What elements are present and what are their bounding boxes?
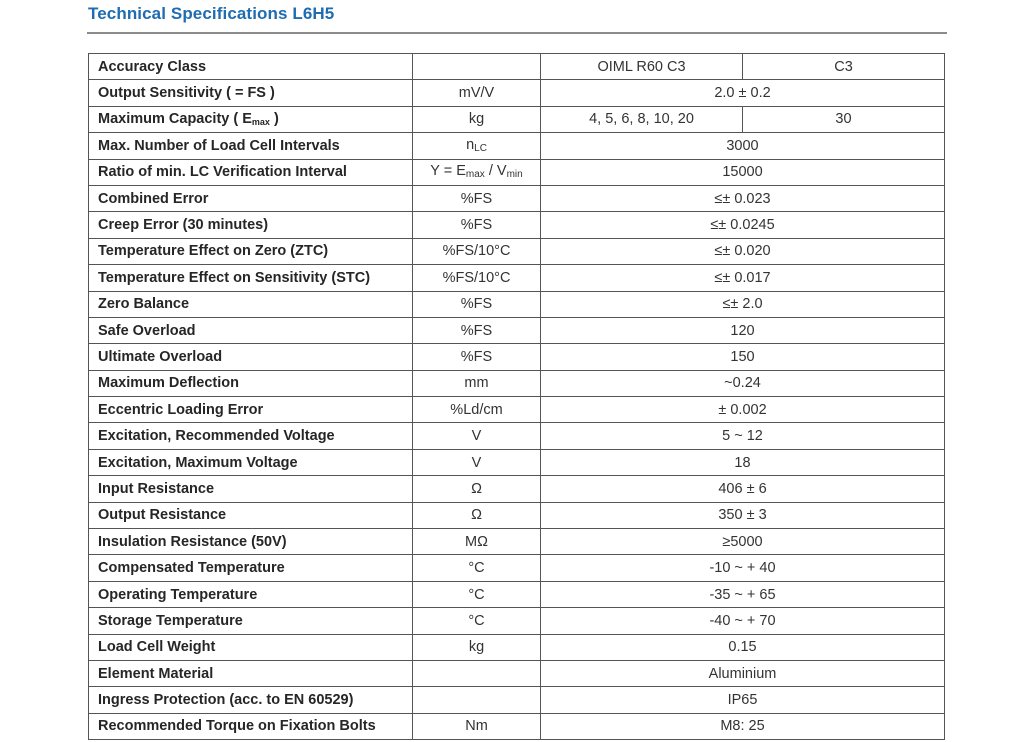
param-label: Output Resistance bbox=[89, 502, 413, 528]
param-label: Recommended Torque on Fixation Bolts bbox=[89, 713, 413, 739]
param-label: Input Resistance bbox=[89, 476, 413, 502]
table-row bbox=[89, 423, 945, 449]
unit-cell: V bbox=[413, 449, 541, 475]
table-row bbox=[89, 608, 945, 634]
unit-cell bbox=[413, 687, 541, 713]
unit-cell: %FS bbox=[413, 212, 541, 238]
value-cell: 406 ± 6 bbox=[541, 476, 945, 502]
spec-table bbox=[88, 53, 945, 740]
param-label: Max. Number of Load Cell Intervals bbox=[89, 133, 413, 159]
param-label: Operating Temperature bbox=[89, 581, 413, 607]
param-label: Excitation, Recommended Voltage bbox=[89, 423, 413, 449]
unit-cell: %FS bbox=[413, 291, 541, 317]
table-row bbox=[89, 106, 945, 132]
param-label: Maximum Deflection bbox=[89, 370, 413, 396]
value-cell: 30 bbox=[743, 106, 945, 132]
unit-cell: Ω bbox=[413, 476, 541, 502]
unit-cell: mm bbox=[413, 370, 541, 396]
value-cell: -40 ~ + 70 bbox=[541, 608, 945, 634]
table-row bbox=[89, 212, 945, 238]
table-row bbox=[89, 555, 945, 581]
param-label: Output Sensitivity ( = FS ) bbox=[89, 80, 413, 106]
table-row bbox=[89, 476, 945, 502]
table-row bbox=[89, 291, 945, 317]
table-row bbox=[89, 634, 945, 660]
table-row bbox=[89, 159, 945, 185]
value-cell: ≤± 0.020 bbox=[541, 238, 945, 264]
value-cell: ± 0.002 bbox=[541, 397, 945, 423]
unit-text: Y = E bbox=[430, 163, 466, 180]
param-label: Ratio of min. LC Verification Interval bbox=[89, 159, 413, 185]
table-row bbox=[89, 344, 945, 370]
table-row bbox=[89, 185, 945, 211]
table-row bbox=[89, 449, 945, 475]
value-cell: ≥5000 bbox=[541, 529, 945, 555]
table-row bbox=[89, 529, 945, 555]
value-cell: ~0.24 bbox=[541, 370, 945, 396]
table-row bbox=[89, 370, 945, 396]
value-cell: ≤± 0.017 bbox=[541, 265, 945, 291]
table-row bbox=[89, 502, 945, 528]
param-label: Excitation, Maximum Voltage bbox=[89, 449, 413, 475]
value-cell: Aluminium bbox=[541, 660, 945, 686]
unit-subscript: min bbox=[506, 169, 523, 181]
value-cell: M8: 25 bbox=[541, 713, 945, 739]
value-cell: 120 bbox=[541, 317, 945, 343]
param-label: Zero Balance bbox=[89, 291, 413, 317]
unit-cell: Ω bbox=[413, 502, 541, 528]
unit-subscript: LC bbox=[474, 142, 487, 154]
param-label: Element Material bbox=[89, 660, 413, 686]
table-row bbox=[89, 133, 945, 159]
title-divider bbox=[87, 32, 947, 34]
unit-cell: %FS bbox=[413, 185, 541, 211]
value-cell: 350 ± 3 bbox=[541, 502, 945, 528]
param-label: Insulation Resistance (50V) bbox=[89, 529, 413, 555]
value-cell: IP65 bbox=[541, 687, 945, 713]
table-row bbox=[89, 317, 945, 343]
unit-cell: %FS/10°C bbox=[413, 238, 541, 264]
param-label: Load Cell Weight bbox=[89, 634, 413, 660]
unit-cell bbox=[413, 133, 541, 159]
unit-cell bbox=[413, 54, 541, 80]
param-label bbox=[89, 106, 413, 132]
unit-cell: °C bbox=[413, 555, 541, 581]
unit-cell: %Ld/cm bbox=[413, 397, 541, 423]
value-cell: C3 bbox=[743, 54, 945, 80]
param-label: Creep Error (30 minutes) bbox=[89, 212, 413, 238]
unit-cell: °C bbox=[413, 608, 541, 634]
param-label: Eccentric Loading Error bbox=[89, 397, 413, 423]
param-label: Ultimate Overload bbox=[89, 344, 413, 370]
unit-subscript: max bbox=[465, 169, 485, 181]
param-label-text: Maximum Capacity ( E bbox=[98, 110, 252, 127]
param-label: Safe Overload bbox=[89, 317, 413, 343]
page-title: Technical Specifications L6H5 bbox=[88, 4, 335, 23]
table-row bbox=[89, 397, 945, 423]
value-cell: 0.15 bbox=[541, 634, 945, 660]
param-subscript: max bbox=[251, 116, 270, 127]
value-cell: ≤± 0.0245 bbox=[541, 212, 945, 238]
param-label: Storage Temperature bbox=[89, 608, 413, 634]
value-cell: 2.0 ± 0.2 bbox=[541, 80, 945, 106]
unit-cell: %FS bbox=[413, 317, 541, 343]
unit-cell: Nm bbox=[413, 713, 541, 739]
param-label: Compensated Temperature bbox=[89, 555, 413, 581]
table-row bbox=[89, 54, 945, 80]
unit-cell bbox=[413, 159, 541, 185]
param-label: Temperature Effect on Zero (ZTC) bbox=[89, 238, 413, 264]
unit-cell: mV/V bbox=[413, 80, 541, 106]
table-row bbox=[89, 687, 945, 713]
value-cell: 18 bbox=[541, 449, 945, 475]
unit-cell: MΩ bbox=[413, 529, 541, 555]
table-row bbox=[89, 80, 945, 106]
param-label: Combined Error bbox=[89, 185, 413, 211]
table-row bbox=[89, 581, 945, 607]
value-cell: 3000 bbox=[541, 133, 945, 159]
unit-text: n bbox=[466, 136, 475, 153]
table-row bbox=[89, 660, 945, 686]
value-cell: -35 ~ + 65 bbox=[541, 581, 945, 607]
unit-cell: %FS bbox=[413, 344, 541, 370]
param-label: Ingress Protection (acc. to EN 60529) bbox=[89, 687, 413, 713]
table-row bbox=[89, 265, 945, 291]
table-row bbox=[89, 238, 945, 264]
value-cell: 5 ~ 12 bbox=[541, 423, 945, 449]
value-cell: -10 ~ + 40 bbox=[541, 555, 945, 581]
param-label-text: ) bbox=[269, 110, 279, 127]
unit-cell bbox=[413, 660, 541, 686]
value-cell: ≤± 0.023 bbox=[541, 185, 945, 211]
param-label: Accuracy Class bbox=[89, 54, 413, 80]
unit-cell: %FS/10°C bbox=[413, 265, 541, 291]
unit-cell: °C bbox=[413, 581, 541, 607]
unit-cell: kg bbox=[413, 106, 541, 132]
value-cell: 150 bbox=[541, 344, 945, 370]
value-cell: ≤± 2.0 bbox=[541, 291, 945, 317]
value-cell: 15000 bbox=[541, 159, 945, 185]
param-label: Temperature Effect on Sensitivity (STC) bbox=[89, 265, 413, 291]
value-cell: 4, 5, 6, 8, 10, 20 bbox=[541, 106, 743, 132]
unit-text: / V bbox=[484, 163, 507, 180]
table-row bbox=[89, 713, 945, 739]
unit-cell: V bbox=[413, 423, 541, 449]
unit-cell: kg bbox=[413, 634, 541, 660]
value-cell: OIML R60 C3 bbox=[541, 54, 743, 80]
